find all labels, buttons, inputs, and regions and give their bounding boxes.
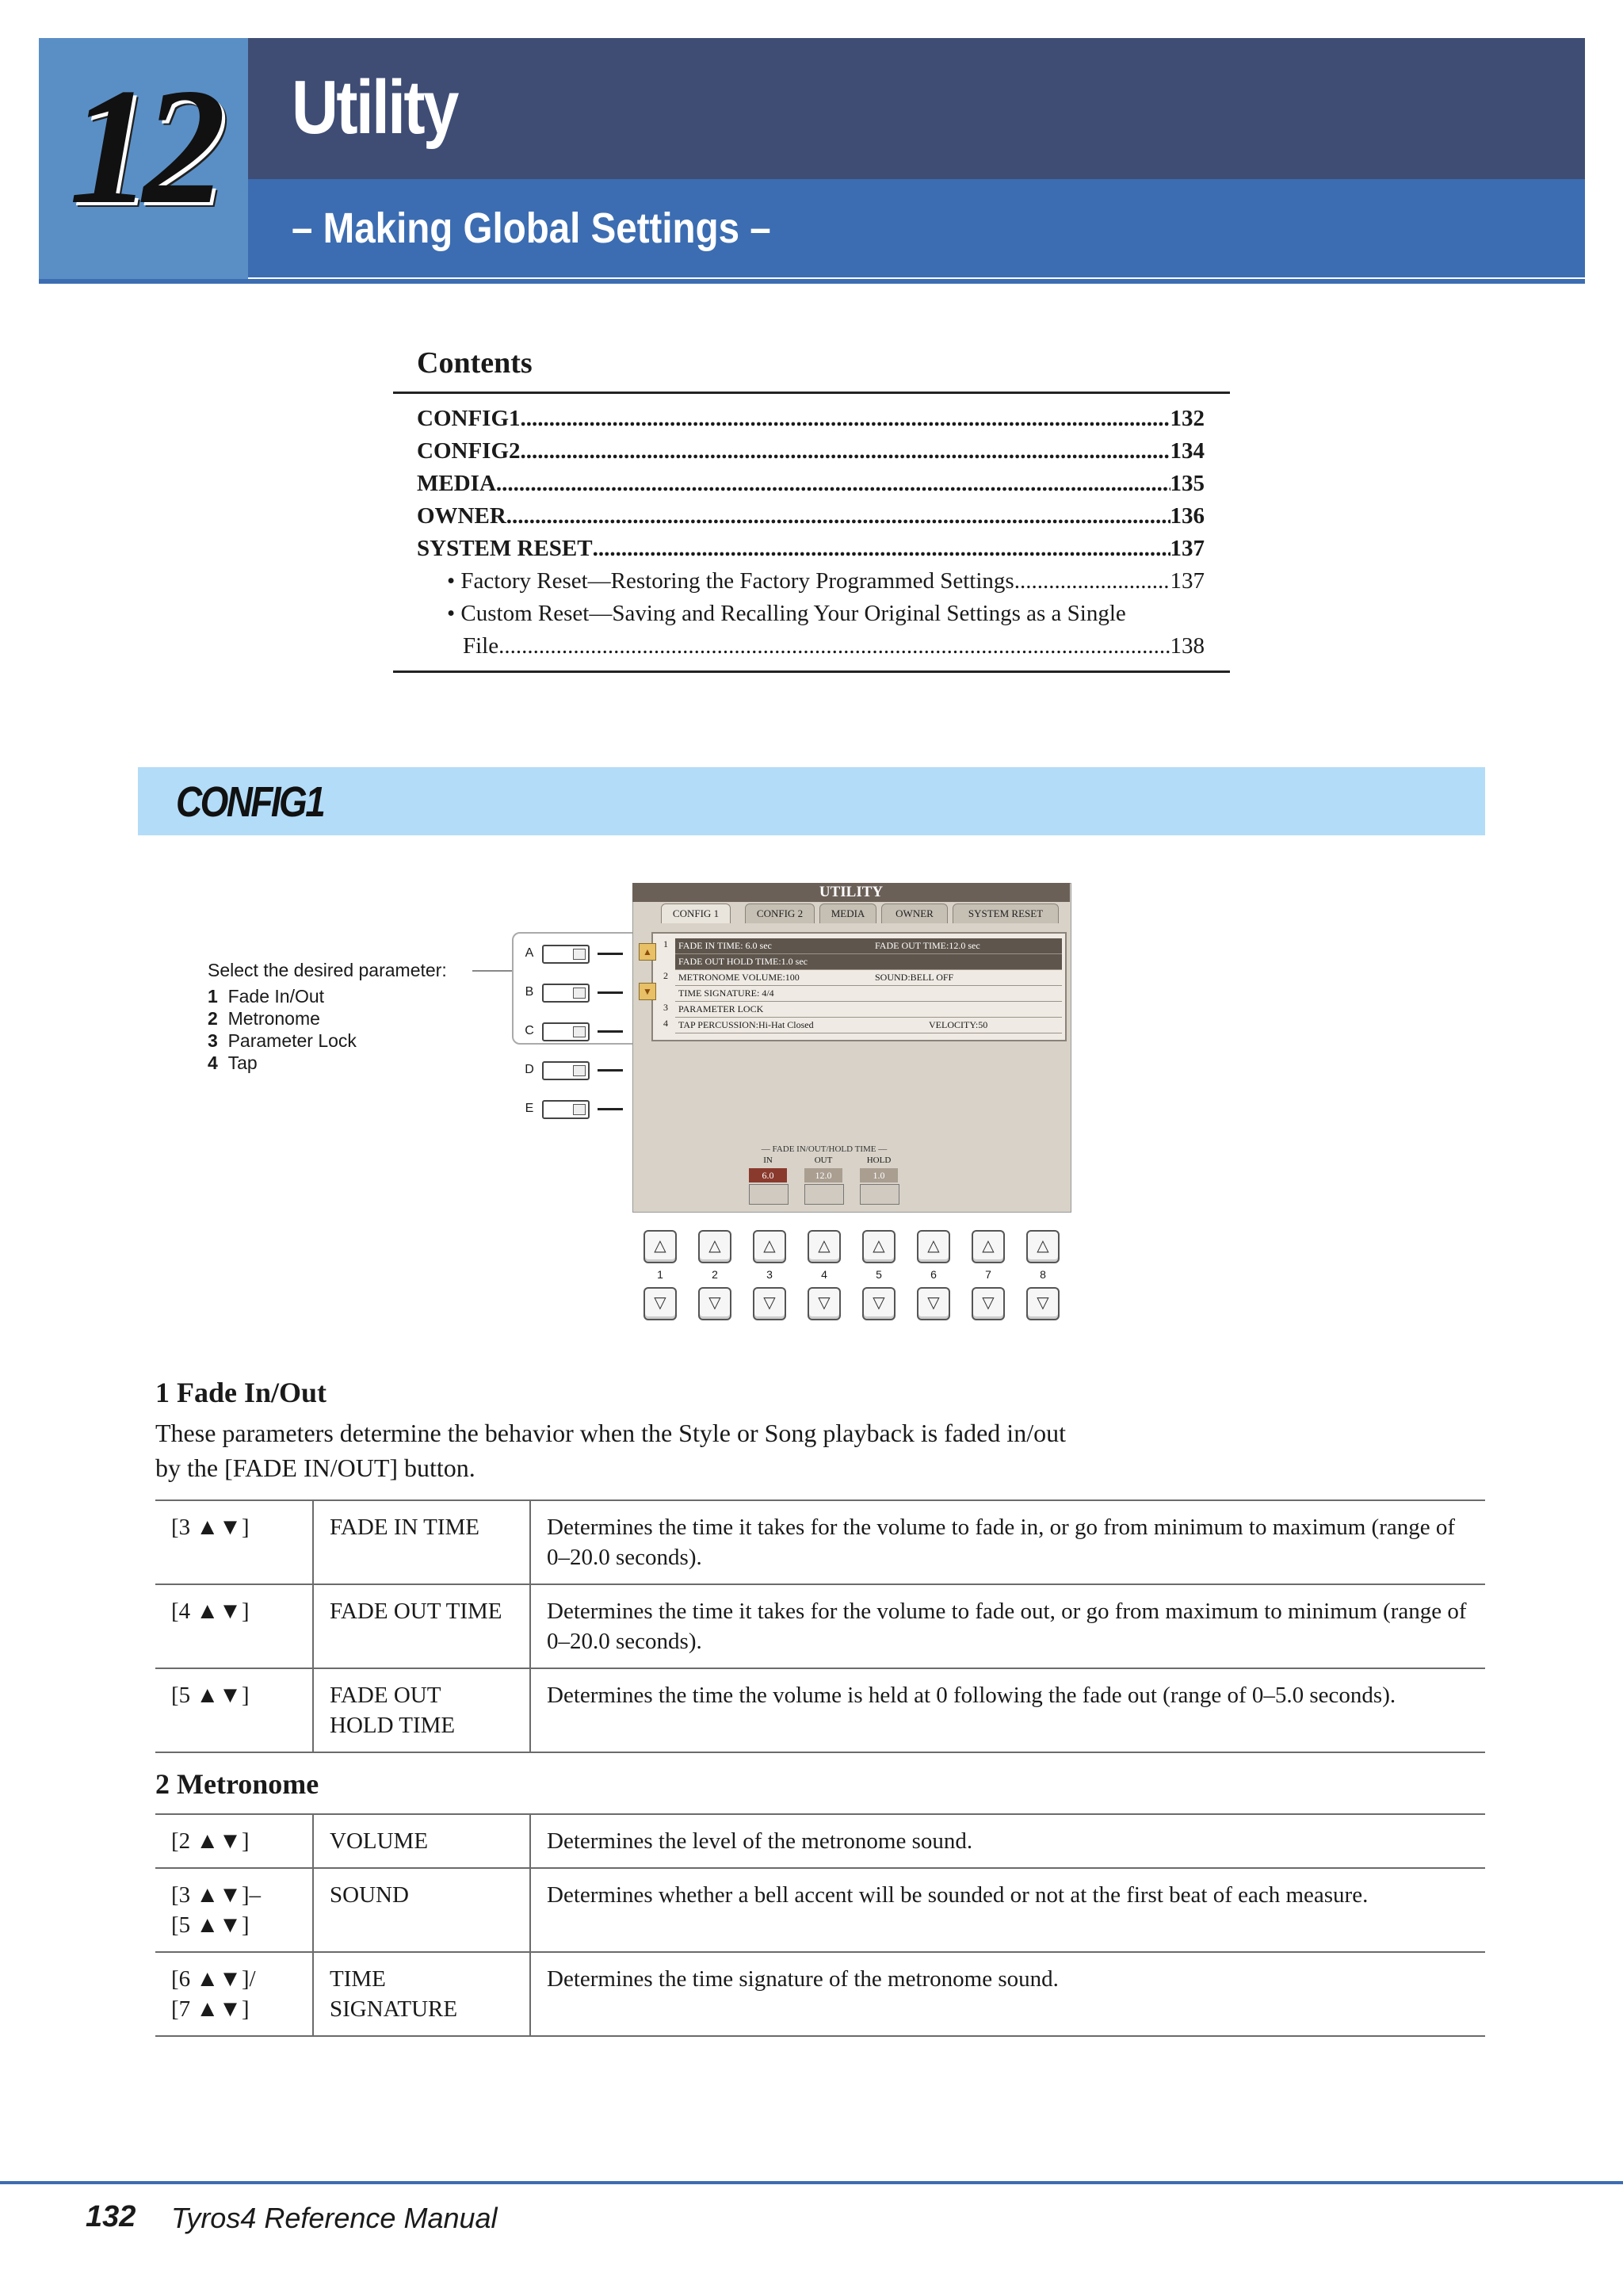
button-1-up[interactable]: △ bbox=[643, 1230, 677, 1263]
footer-manual-name: Tyros4 Reference Manual bbox=[171, 2202, 498, 2234]
lcd-cell: FADE OUT TIME:12.0 sec bbox=[875, 940, 980, 951]
button-2-up[interactable]: △ bbox=[698, 1230, 731, 1263]
toc-page: 138 bbox=[1170, 633, 1205, 659]
toc-entry-config2[interactable] bbox=[417, 435, 1205, 468]
lcd-down-arrow-icon[interactable]: ▼ bbox=[639, 983, 656, 1000]
description-cell: Determines the time it takes for the volume to fade in, or go from minimum to maximum (range of 0–20.0 seconds). bbox=[530, 1500, 1485, 1584]
side-button-line bbox=[598, 1069, 623, 1072]
lcd-fade-hold-value: 1.0 bbox=[860, 1168, 898, 1182]
control-cell: [2 ▲▼] bbox=[155, 1814, 313, 1868]
side-button-label-c: C bbox=[525, 1024, 534, 1037]
lcd-tab-media[interactable]: MEDIA bbox=[819, 904, 876, 923]
lcd-fade-out-value: 12.0 bbox=[804, 1168, 842, 1182]
button-number-label: 5 bbox=[876, 1268, 882, 1281]
footer-rule bbox=[0, 2181, 1623, 2184]
button-number-label: 6 bbox=[930, 1268, 937, 1281]
toc-entry-system-reset[interactable] bbox=[417, 533, 1205, 565]
lcd-row-tap[interactable] bbox=[675, 1018, 1062, 1033]
description-cell: Determines the time it takes for the volume to fade out, or go from maximum to minimum (range of 0–20.0 seconds). bbox=[530, 1584, 1485, 1668]
lcd-fade-header: HOLD bbox=[866, 1156, 892, 1165]
button-6-down[interactable]: ▽ bbox=[917, 1287, 950, 1320]
button-8-down[interactable]: ▽ bbox=[1026, 1287, 1060, 1320]
toc-label: CONFIG2 bbox=[417, 438, 521, 464]
toc-page: 134 bbox=[1170, 438, 1205, 464]
toc-label: • Custom Reset—Saving and Recalling Your Original Settings as a Single bbox=[447, 601, 1126, 626]
lcd-fade-header: OUT bbox=[814, 1156, 833, 1165]
side-button-label-b: B bbox=[525, 985, 534, 999]
lcd-row-parameter-lock[interactable] bbox=[675, 1002, 1062, 1018]
parameter-cell: FADE OUT TIME bbox=[313, 1584, 530, 1668]
toc-label: CONFIG1 bbox=[417, 406, 521, 431]
button-number-label: 7 bbox=[985, 1268, 991, 1281]
lcd-row-number: 2 bbox=[663, 970, 668, 981]
lcd-row-fade-hold[interactable] bbox=[675, 954, 1062, 970]
toc-page: 137 bbox=[1170, 568, 1205, 594]
control-cell: [3 ▲▼] bbox=[155, 1500, 313, 1584]
button-4-up[interactable]: △ bbox=[808, 1230, 841, 1263]
button-7-up[interactable]: △ bbox=[972, 1230, 1005, 1263]
toc-label: File bbox=[463, 633, 499, 659]
footer-page-number: 132 bbox=[86, 2200, 136, 2233]
description-cell: Determines the level of the metronome sound. bbox=[530, 1814, 1485, 1868]
button-3-down[interactable]: ▽ bbox=[753, 1287, 786, 1320]
description-cell: Determines whether a bell accent will be sounded or not at the first beat of each measure. bbox=[530, 1868, 1485, 1952]
fade-parameter-table bbox=[155, 1499, 1485, 1753]
description-cell: Determines the time the volume is held at 0 following the fade out (range of 0–5.0 seconds). bbox=[530, 1668, 1485, 1752]
side-button-c[interactable] bbox=[542, 1022, 590, 1041]
contents-bottom-rule bbox=[393, 670, 1230, 673]
metronome-section-heading: 2 Metronome bbox=[155, 1768, 319, 1800]
lcd-fade-header: IN bbox=[763, 1156, 773, 1165]
table-row bbox=[155, 1668, 1485, 1752]
lcd-row-time-signature[interactable] bbox=[675, 986, 1062, 1002]
lcd-tab-system-reset[interactable]: SYSTEM RESET bbox=[953, 904, 1059, 923]
lcd-cell: TAP PERCUSSION:Hi-Hat Closed bbox=[678, 1019, 814, 1030]
side-button-line bbox=[598, 953, 623, 955]
contents-top-rule bbox=[393, 392, 1230, 394]
toc-entry-factory-reset[interactable] bbox=[447, 565, 1205, 598]
lcd-row-metronome[interactable] bbox=[675, 970, 1062, 986]
lcd-row-number: 3 bbox=[663, 1002, 668, 1013]
lcd-cell: TIME SIGNATURE: 4/4 bbox=[678, 988, 774, 999]
lcd-cell: FADE OUT HOLD TIME:1.0 sec bbox=[678, 956, 808, 967]
table-row bbox=[155, 1868, 1485, 1952]
chapter-subtitle: – Making Global Settings – bbox=[292, 204, 771, 252]
toc-page: 132 bbox=[1170, 406, 1205, 431]
callout-item: 2 Metronome bbox=[208, 1008, 320, 1029]
chapter-title: Utility bbox=[292, 65, 457, 150]
side-button-line bbox=[598, 991, 623, 994]
lcd-row-number: 4 bbox=[663, 1018, 668, 1029]
section-band bbox=[138, 767, 1485, 835]
fade-section-text: by the [FADE IN/OUT] button. bbox=[155, 1454, 475, 1482]
table-row bbox=[155, 1584, 1485, 1668]
parameter-cell: VOLUME bbox=[313, 1814, 530, 1868]
metronome-parameter-table bbox=[155, 1813, 1485, 2037]
contents-title: Contents bbox=[417, 346, 533, 380]
callout-item: 4 Tap bbox=[208, 1052, 258, 1073]
control-cell: [3 ▲▼]– [5 ▲▼] bbox=[155, 1868, 313, 1952]
parameter-cell: TIME SIGNATURE bbox=[313, 1952, 530, 2036]
lcd-cell: FADE IN TIME: 6.0 sec bbox=[678, 940, 772, 951]
parameter-cell: FADE IN TIME bbox=[313, 1500, 530, 1584]
lcd-tab-config2[interactable]: CONFIG 2 bbox=[745, 904, 815, 923]
side-button-line bbox=[598, 1108, 623, 1110]
lcd-cell: PARAMETER LOCK bbox=[678, 1003, 764, 1014]
header-rule bbox=[39, 279, 1585, 284]
button-5-up[interactable]: △ bbox=[862, 1230, 896, 1263]
side-button-b[interactable] bbox=[542, 984, 590, 1003]
side-button-line bbox=[598, 1030, 623, 1033]
toc-label: OWNER bbox=[417, 503, 506, 529]
toc-label: • Factory Reset—Restoring the Factory Programmed Settings bbox=[447, 568, 1014, 594]
side-button-e[interactable] bbox=[542, 1100, 590, 1119]
lcd-cell: SOUND:BELL OFF bbox=[875, 972, 954, 983]
lcd-fade-group-label: — FADE IN/OUT/HOLD TIME — bbox=[761, 1144, 888, 1154]
parameter-cell: FADE OUT HOLD TIME bbox=[313, 1668, 530, 1752]
fade-section-heading: 1 Fade In/Out bbox=[155, 1377, 327, 1408]
toc-entry-media[interactable] bbox=[417, 468, 1205, 500]
button-6-up[interactable]: △ bbox=[917, 1230, 950, 1263]
toc-label: MEDIA bbox=[417, 471, 496, 496]
control-cell: [5 ▲▼] bbox=[155, 1668, 313, 1752]
callout-leader-line bbox=[472, 970, 512, 972]
lcd-tab-owner[interactable]: OWNER bbox=[881, 904, 948, 923]
button-3-up[interactable]: △ bbox=[753, 1230, 786, 1263]
side-button-a[interactable] bbox=[542, 945, 590, 964]
fade-section-text: These parameters determine the behavior when the Style or Song playback is faded in/out bbox=[155, 1419, 1066, 1447]
lcd-up-arrow-icon[interactable]: ▲ bbox=[639, 943, 656, 961]
lcd-fade-in-value: 6.0 bbox=[749, 1168, 787, 1182]
callout-heading: Select the desired parameter: bbox=[208, 960, 447, 980]
lcd-title: UTILITY bbox=[632, 883, 1070, 902]
toc-page: 136 bbox=[1170, 503, 1205, 529]
button-4-down[interactable]: ▽ bbox=[808, 1287, 841, 1320]
table-row bbox=[155, 1952, 1485, 2036]
button-2-down[interactable]: ▽ bbox=[698, 1287, 731, 1320]
button-number-label: 4 bbox=[821, 1268, 827, 1281]
toc-entry-config1[interactable] bbox=[417, 403, 1205, 435]
toc-entry-custom-reset[interactable] bbox=[447, 598, 1205, 630]
lcd-fade-hold-control[interactable] bbox=[860, 1184, 899, 1205]
chapter-number: 12 bbox=[69, 55, 216, 239]
side-button-d[interactable] bbox=[542, 1061, 590, 1080]
lcd-cell: VELOCITY:50 bbox=[929, 1019, 988, 1030]
lcd-cell: METRONOME VOLUME:100 bbox=[678, 972, 800, 983]
toc-page: 135 bbox=[1170, 471, 1205, 496]
lcd-row-number: 1 bbox=[663, 938, 668, 949]
toc-entry-owner[interactable] bbox=[417, 500, 1205, 533]
section-title: CONFIG1 bbox=[176, 778, 324, 826]
parameter-cell: SOUND bbox=[313, 1868, 530, 1952]
button-number-label: 8 bbox=[1040, 1268, 1046, 1281]
side-button-label-d: D bbox=[525, 1063, 534, 1076]
description-cell: Determines the time signature of the metronome sound. bbox=[530, 1952, 1485, 2036]
button-8-up[interactable]: △ bbox=[1026, 1230, 1060, 1263]
button-5-down[interactable]: ▽ bbox=[862, 1287, 896, 1320]
toc-entry-custom-reset-cont[interactable] bbox=[463, 630, 1205, 663]
callout-item: 3 Parameter Lock bbox=[208, 1030, 357, 1051]
button-number-label: 1 bbox=[657, 1268, 663, 1281]
table-row bbox=[155, 1814, 1485, 1868]
toc-page: 137 bbox=[1170, 536, 1205, 561]
control-cell: [6 ▲▼]/ [7 ▲▼] bbox=[155, 1952, 313, 2036]
lcd-row-fade-in[interactable] bbox=[675, 938, 1062, 954]
toc-label: SYSTEM RESET bbox=[417, 536, 593, 561]
control-cell: [4 ▲▼] bbox=[155, 1584, 313, 1668]
button-number-label: 2 bbox=[712, 1268, 718, 1281]
button-1-down[interactable]: ▽ bbox=[643, 1287, 677, 1320]
callout-item: 1 Fade In/Out bbox=[208, 986, 325, 1007]
lcd-fade-in-control[interactable] bbox=[749, 1184, 789, 1205]
table-row bbox=[155, 1500, 1485, 1584]
side-button-label-e: E bbox=[525, 1102, 534, 1115]
button-7-down[interactable]: ▽ bbox=[972, 1287, 1005, 1320]
lcd-fade-out-control[interactable] bbox=[804, 1184, 844, 1205]
side-button-label-a: A bbox=[525, 946, 534, 960]
lcd-tab-config1[interactable]: CONFIG 1 bbox=[661, 904, 731, 923]
button-number-label: 3 bbox=[766, 1268, 773, 1281]
